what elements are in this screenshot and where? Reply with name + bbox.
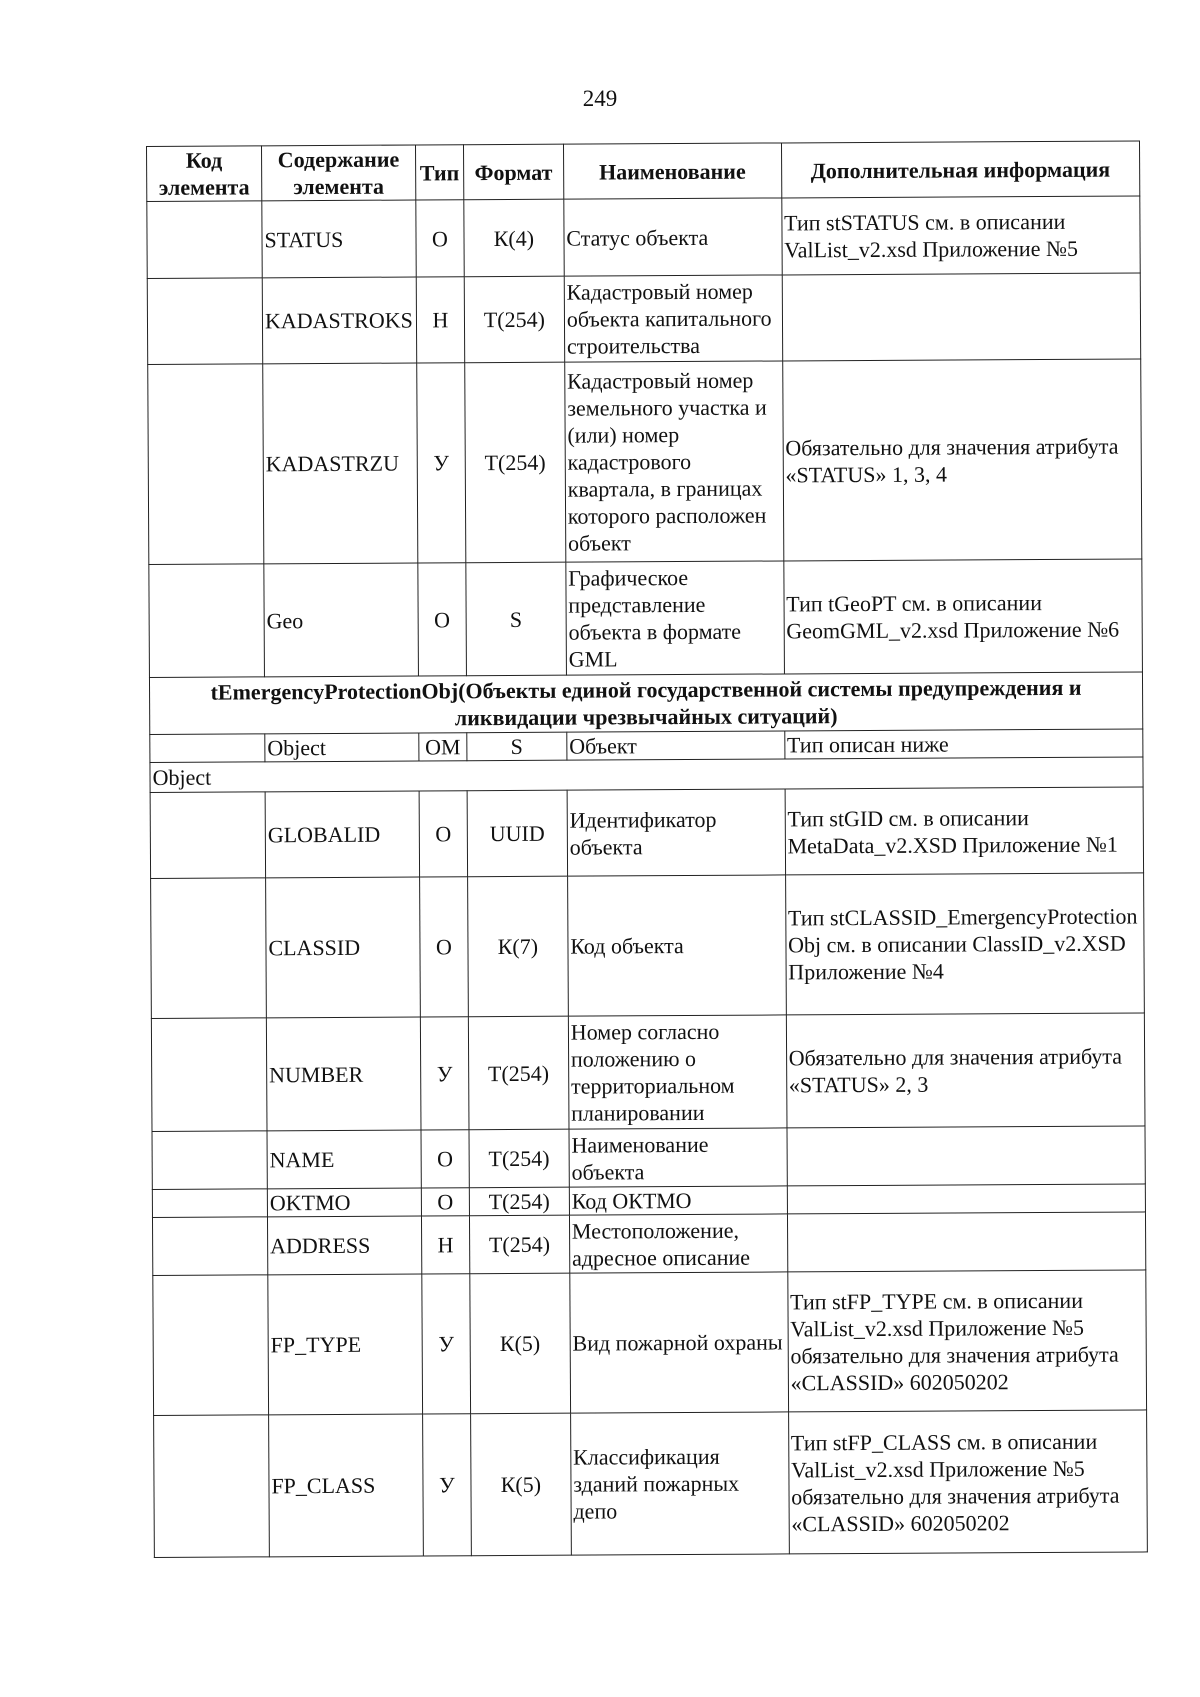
cell-info: Тип stGID см. в описании MetaData_v2.XSD Приложение №1 [785, 787, 1144, 875]
section-title: tEmergencyProtectionObj(Объекты единой государственной системы предупреждения и ликвидации чрезвычайных ситуаций) [149, 672, 1142, 735]
cell-type: О [421, 1188, 469, 1216]
cell-code [148, 364, 264, 565]
cell-info: Обязательно для значения атрибута «STATUS» 2, 3 [786, 1013, 1145, 1128]
cell-title: Кадастровый номер земельного участка и (или) номер кадастрового квартала, в границах которого расположен объект [565, 361, 784, 562]
header-code: Код элемента [147, 146, 262, 202]
table-row [154, 1410, 1148, 1558]
cell-type: О [418, 563, 467, 676]
cell-type: У [422, 1414, 471, 1556]
cell-code [150, 734, 265, 763]
page-number: 249 [582, 86, 618, 111]
cell-code [152, 1189, 267, 1218]
cell-title: Классификация зданий пожарных депо [570, 1412, 789, 1555]
table-row [149, 559, 1143, 678]
cell-info: Тип stSTATUS см. в описании ValList_v2.xsd Приложение №5 [781, 196, 1140, 275]
cell-code [154, 1415, 270, 1558]
specification-table [146, 140, 1148, 1558]
table-row [150, 787, 1143, 879]
cell-format: Т(254) [469, 1187, 569, 1216]
cell-format: Т(254) [469, 1129, 569, 1188]
cell-code [147, 201, 262, 279]
cell-type: О [419, 791, 467, 877]
cell-element-name: ADDRESS [267, 1216, 421, 1275]
cell-element-name: OKTMO [267, 1188, 421, 1217]
header-type: Тип [415, 145, 463, 200]
cell-code [152, 1217, 267, 1276]
cell-format: Т(254) [465, 362, 566, 563]
cell-info: Тип stCLASSID_EmergencyProtectionObj см. в описании ClassID_v2.XSD Приложение №4 [785, 873, 1144, 1015]
cell-format: Т(254) [469, 1215, 569, 1274]
cell-info [787, 1126, 1146, 1186]
cell-info: Тип описан ниже [784, 729, 1143, 759]
cell-element-name: KADASTROKS [262, 277, 416, 364]
table-row [147, 196, 1140, 279]
cell-title: Местоположение, адресное описание [569, 1214, 787, 1273]
cell-title: Вид пожарной охраны [570, 1272, 789, 1413]
cell-info: Обязательно для значения атрибута «STATUS» 1, 3, 4 [782, 359, 1141, 561]
cell-type: У [417, 363, 466, 563]
cell-format: Т(254) [468, 1016, 569, 1130]
table-row [152, 1212, 1145, 1276]
table-row [147, 273, 1140, 365]
cell-title: Статус объекта [564, 198, 782, 276]
cell-code [149, 564, 265, 678]
cell-element-name: KADASTRZU [263, 363, 418, 564]
cell-title: Код объекта [567, 875, 786, 1016]
object-label: Object [150, 757, 1143, 793]
cell-info: Тип tGeoPT см. в описании GeomGML_v2.xsd Приложение №6 [783, 559, 1142, 674]
table-row [148, 359, 1142, 565]
header-title: Наименование [563, 143, 781, 199]
cell-code [151, 1018, 267, 1132]
header-format: Формат [463, 144, 563, 200]
cell-type: ОМ [419, 733, 467, 761]
cell-title: Идентификатор объекта [567, 789, 785, 876]
cell-type: Н [421, 1216, 469, 1274]
cell-info: Тип stFP_TYPE см. в описании ValList_v2.xsd Приложение №5 обязательно для значения атрибута «CLASSID» 602050202 [787, 1270, 1146, 1412]
cell-info: Тип stFP_CLASS см. в описании ValList_v2.xsd Приложение №5 обязательно для значения атрибута «CLASSID» 602050202 [788, 1410, 1147, 1554]
cell-info [782, 273, 1141, 361]
cell-title: Графическое представление объекта в формате GML [566, 561, 784, 675]
cell-type: О [419, 877, 468, 1017]
table-header-row [147, 141, 1140, 202]
cell-element-name: NUMBER [266, 1017, 421, 1131]
cell-element-name: NAME [267, 1130, 421, 1189]
table-row [152, 1126, 1145, 1190]
cell-format: UUID [467, 790, 567, 877]
cell-format: К(5) [470, 1273, 571, 1414]
table-row [151, 1013, 1145, 1132]
cell-code [151, 878, 267, 1019]
section-row [149, 672, 1142, 735]
cell-title: Кадастровый номер объекта капитального строительства [564, 275, 782, 362]
cell-info [787, 1212, 1146, 1272]
cell-type: У [422, 1274, 471, 1414]
cell-element-name: GLOBALID [265, 791, 419, 878]
cell-element-name: CLASSID [266, 877, 421, 1018]
cell-info [787, 1184, 1146, 1214]
cell-code [152, 1131, 267, 1190]
cell-title: Код ОКТМО [569, 1186, 787, 1215]
cell-type: О [416, 200, 464, 277]
cell-title: Наименование объекта [569, 1128, 787, 1187]
cell-code [150, 792, 265, 879]
cell-type: О [421, 1130, 469, 1188]
cell-format: Т(254) [464, 276, 564, 363]
cell-code [153, 1275, 269, 1416]
table-row [151, 873, 1145, 1019]
cell-element-name: Geo [264, 563, 419, 677]
cell-title: Объект [567, 731, 785, 760]
cell-format: К(7) [467, 876, 568, 1017]
cell-type: Н [416, 277, 464, 363]
cell-format: S [466, 562, 567, 676]
header-content: Содержание элемента [261, 145, 415, 201]
cell-element-name: STATUS [262, 200, 416, 278]
header-info: Дополнительная информация [781, 141, 1140, 198]
cell-element-name: FP_CLASS [269, 1414, 424, 1557]
cell-element-name: Object [265, 733, 419, 762]
cell-title: Номер согласно положению о территориальном планировании [568, 1015, 786, 1129]
cell-element-name: FP_TYPE [268, 1274, 423, 1415]
cell-format: К(4) [464, 199, 564, 277]
cell-format: S [467, 732, 567, 761]
table-row [153, 1270, 1147, 1416]
cell-type: У [420, 1017, 469, 1130]
cell-code [147, 278, 262, 365]
cell-format: К(5) [470, 1413, 571, 1556]
